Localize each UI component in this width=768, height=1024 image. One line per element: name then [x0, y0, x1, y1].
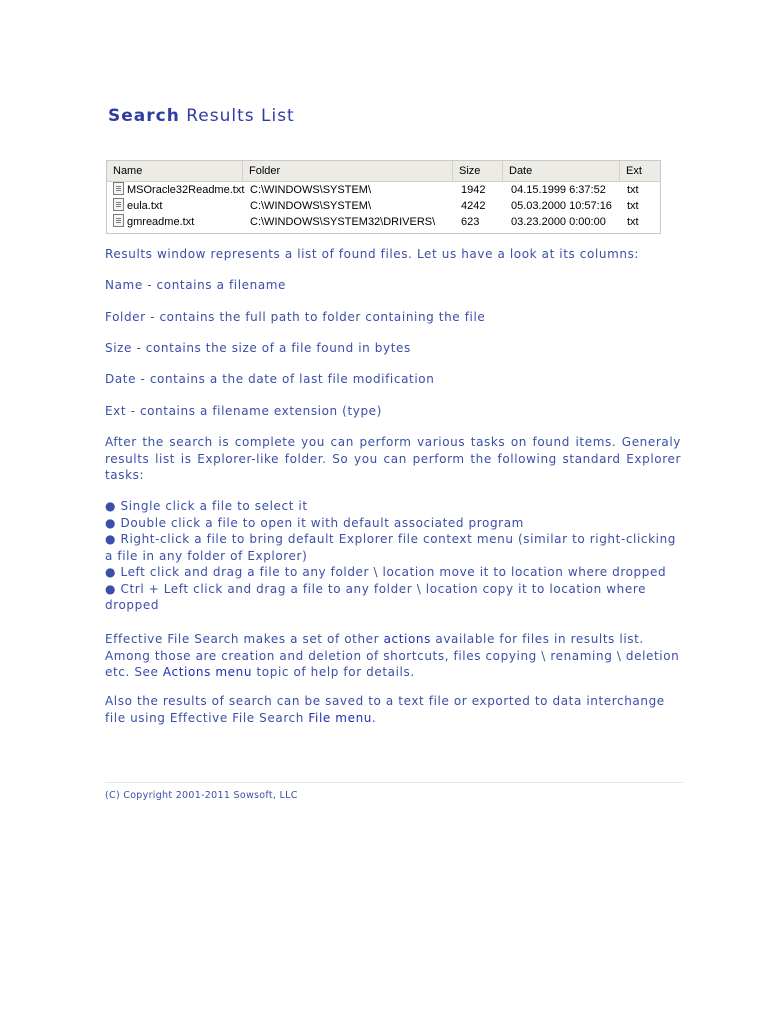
task-item: Double click a file to open it with default associated program [120, 515, 524, 530]
copyright: (C) Copyright 2001-2011 Sowsoft, LLC [105, 790, 298, 801]
file-name: eula.txt [127, 200, 163, 212]
text-file-icon [113, 198, 124, 211]
actions-text-2: available for files in results list. Among those are creation and deletion of shortcuts, files copying \ renaming \ deletion etc. See [105, 632, 680, 679]
cell-size: 4242 [461, 200, 486, 212]
save-paragraph [105, 693, 681, 726]
column-desc-date: Date - contains a the date of last file modification [105, 372, 435, 386]
table-header [107, 161, 660, 182]
task-list [105, 498, 681, 614]
cell-date: 05.03.2000 10:57:16 [511, 200, 612, 212]
file-name: gmreadme.txt [127, 216, 195, 228]
task-item: Single click a file to select it [120, 499, 308, 513]
title-strong: Search [108, 106, 180, 126]
actions-link[interactable]: actions [383, 632, 431, 646]
cell-ext: txt [627, 184, 639, 196]
actions-text-1: Effective File Search makes a set of other [105, 632, 384, 646]
title-rest: Results List [179, 106, 295, 126]
cell-date: 04.15.1999 6:37:52 [511, 184, 606, 196]
column-header-date[interactable]: Date [503, 161, 620, 181]
actions-paragraph [105, 631, 681, 681]
cell-ext: txt [627, 200, 639, 212]
list-item: ● Right-click a file to bring default Explorer file context menu (similar to right-clicking a file in any folder of Explorer) [105, 532, 677, 563]
cell-name [113, 214, 243, 230]
text-file-icon [113, 214, 124, 227]
cell-folder: C:\WINDOWS\SYSTEM\ [250, 200, 371, 212]
text-file-icon [113, 182, 124, 195]
actions-text-3: topic of help for details. [252, 665, 415, 679]
column-desc-folder: Folder - contains the full path to folder containing the file [105, 310, 486, 324]
tasks-intro: After the search is complete you can perform various tasks on found items. Generaly results list is Explorer-like folder. So you can perform the following standard Explorer tasks: [105, 435, 681, 482]
list-item: ● Double click a file to open it with default associated program [105, 515, 524, 530]
table-row[interactable] [107, 214, 660, 230]
cell-name [113, 198, 243, 214]
list-item: ● Ctrl + Left click and drag a file to any folder \ location copy it to location where dropped [105, 581, 647, 612]
task-item: Ctrl + Left click and drag a file to any folder \ location copy it to location where dropped [105, 581, 647, 612]
intro-text: Results window represents a list of found files. Let us have a look at its columns: [105, 247, 640, 261]
column-header-name[interactable]: Name [107, 161, 243, 181]
cell-date: 03.23.2000 0:00:00 [511, 216, 606, 228]
cell-ext: txt [627, 216, 639, 228]
column-desc-name: Name - contains a filename [105, 278, 287, 292]
task-item: Right-click a file to bring default Explorer file context menu (similar to right-clicking a file in any folder of Explorer) [105, 532, 677, 563]
actions-menu-link[interactable]: Actions menu [162, 665, 253, 679]
file-menu-link[interactable]: File menu [308, 710, 372, 725]
results-table[interactable] [106, 160, 661, 234]
task-item: Left click and drag a file to any folder \ location move it to location where dropped [120, 565, 667, 579]
cell-size: 1942 [461, 184, 486, 196]
column-header-ext[interactable]: Ext [626, 165, 642, 177]
page-title [108, 106, 295, 126]
cell-folder: C:\WINDOWS\SYSTEM32\DRIVERS\ [250, 216, 436, 228]
cell-name [113, 182, 243, 198]
cell-size: 623 [461, 216, 480, 228]
cell-folder: C:\WINDOWS\SYSTEM\ [250, 184, 371, 196]
table-row[interactable] [107, 198, 660, 214]
column-desc-size: Size - contains the size of a file found in bytes [105, 341, 411, 355]
column-desc-ext: Ext - contains a filename extension (type) [105, 404, 382, 418]
table-row[interactable] [107, 182, 660, 198]
file-name: MSOracle32Readme.txt [127, 184, 245, 196]
footer-divider [105, 782, 683, 783]
column-header-size[interactable]: Size [453, 161, 503, 181]
list-item: ● Single click a file to select it [105, 499, 308, 513]
save-text-2: . [371, 710, 377, 725]
column-header-folder[interactable]: Folder [243, 161, 453, 181]
list-item: ● Left click and drag a file to any folder \ location move it to location where dropped [105, 565, 667, 579]
save-text-1: Also the results of search can be saved to a text file or exported to data interchange file using Effective File Search [105, 694, 665, 725]
